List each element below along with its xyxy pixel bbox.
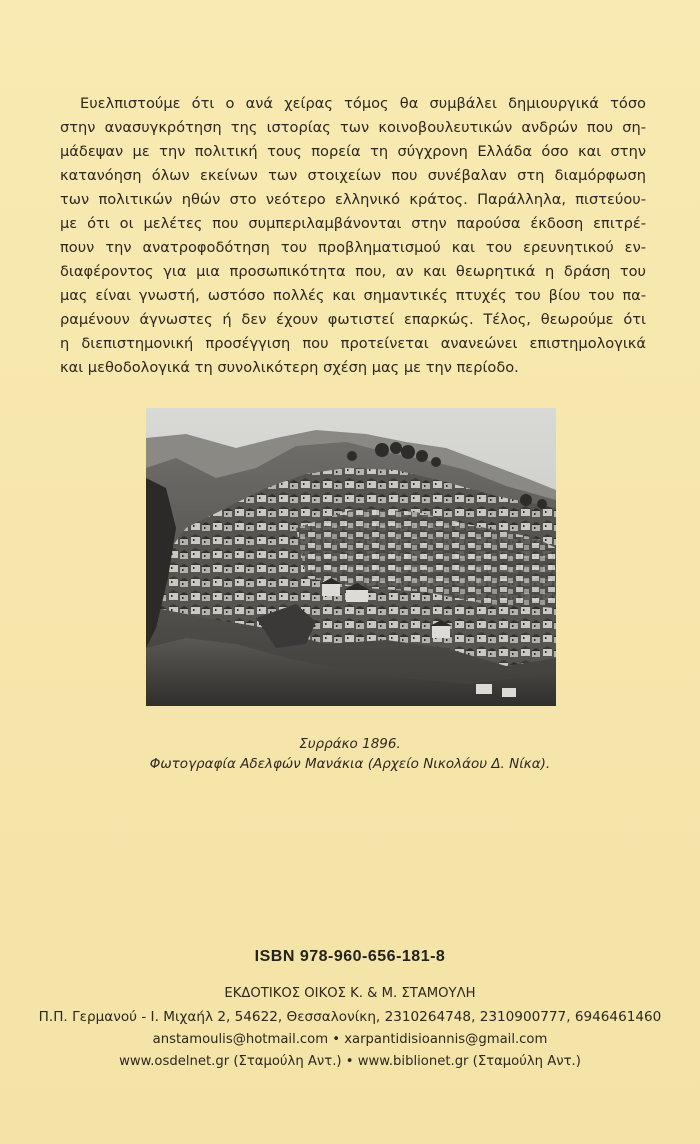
- body-line: Ευελπιστούμε ότι ο ανά χείρας τόμος θα συμβάλει δημιουργικά τόσο: [80, 95, 646, 112]
- body-line: μας είναι γνωστή, ωστόσο πολλές και σημαντικές πτυχές του βίου του πα-: [60, 287, 646, 304]
- publisher-websites: www.osdelnet.gr (Σταμούλη Αντ.) • www.biblionet.gr (Σταμούλη Αντ.): [119, 1054, 581, 1069]
- body-paragraph: [60, 92, 646, 380]
- publisher-address: Π.Π. Γερμανού - Ι. Μιχαήλ 2, 54622, Θεσσαλονίκη, 2310264748, 2310900777, 6946461460: [38, 1009, 662, 1025]
- photo-caption-title: Συρράκο 1896.: [299, 736, 401, 752]
- body-line: στην ανασυγκρότηση της ιστορίας των κοινοβουλευτικών ανδρών που ση-: [60, 119, 646, 136]
- body-line: η διεπιστημονική προσέγγιση που προτείνεται ανανεώνει επιστημολογικά: [60, 335, 646, 352]
- publisher-emails: anstamoulis@hotmail.com • xarpantidisioannis@gmail.com: [152, 1032, 548, 1047]
- body-line: ραμένουν άγνωστες ή δεν έχουν φωτιστεί επαρκώς. Τέλος, θεωρούμε ότι: [60, 311, 646, 328]
- body-line: κατανόηση όλων εκείνων των στοιχείων που συνέβαλαν στη διαμόρφωση: [60, 167, 646, 184]
- body-line: και μεθοδολογικά τη συνολικότερη σχέση μας με την περίοδο.: [60, 359, 519, 376]
- publisher-name: ΕΚΔΟΤΙΚΟΣ ΟΙΚΟΣ Κ. & Μ. ΣΤΑΜΟΥΛΗ: [224, 986, 476, 1001]
- body-line: με ότι οι μελέτες που συμπεριλαμβάνονται στην παρούσα έκδοση επιτρέ-: [60, 215, 646, 232]
- body-line: των πολιτικών ηθών στο νεότερο ελληνικό κράτος. Παράλληλα, πιστεύου-: [60, 191, 646, 208]
- village-photo: [146, 408, 556, 706]
- body-line: μάδεψαν με την πολιτική τους πορεία τη σύγχρονη Ελλάδα όσο και στην: [60, 143, 646, 160]
- isbn-number: ISBN 978-960-656-181-8: [254, 948, 446, 965]
- photo-caption-credit: Φωτογραφία Αδελφών Μανάκια (Αρχείο Νικολάου Δ. Νίκα).: [149, 756, 551, 772]
- body-line: διαφέροντος για μια προσωπικότητα που, αν και θεωρητικά η δράση του: [60, 263, 646, 280]
- body-line: πουν την ανατροφοδότηση του προβληματισμού και του ερευνητικού εν-: [60, 239, 646, 256]
